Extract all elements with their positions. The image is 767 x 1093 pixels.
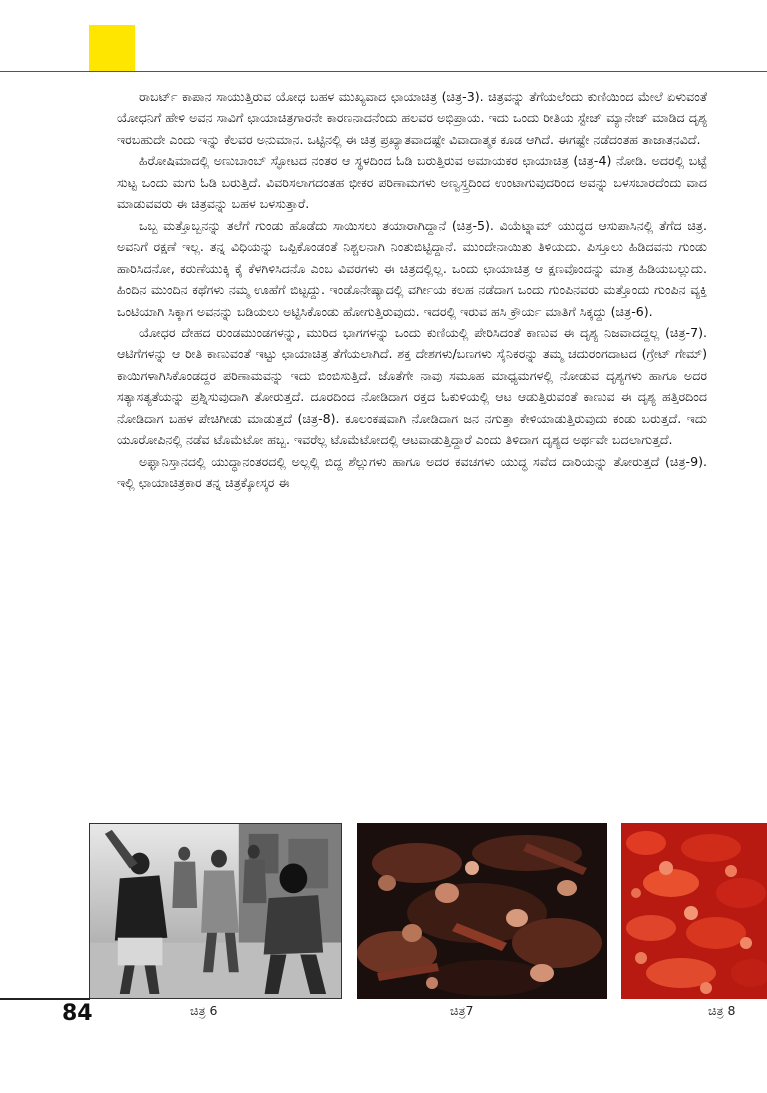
figure-7-caption: ಚಿತ್ರ7 [450, 1003, 474, 1018]
figure-8-caption: ಚಿತ್ರ 8 [708, 1003, 736, 1018]
paragraph-2: ಹಿರೋಷಿಮಾದಲ್ಲಿ ಅಣುಬಾಂಬ್ ಸ್ಫೋಟದ ನಂತರ ಆ ಸ್ಥಳದಿಂದ ಓಡಿ ಬರುತ್ತಿರುವ ಅಮಾಯಕರ ಛಾಯಾಚಿತ್ರ (ಚಿತ್ರ-4) ನೋಡಿ. ಅದರಲ್ಲಿ ಬಟ್ಟೆ ಸುಟ್ಟ ಒಂದು ಮಗು ಓಡಿ ಬರುತ್ತಿದೆ. ವಿವರಿಸಲಾಗದಂತಹ ಭೀಕರ ಪರಿಣಾಮಗಳು ಅಣ್ವಸ್ತ್ರದಿಂದ ಉಂಟಾಗುವುದರಿಂದ ಅವನ್ನು ಬಳಸಬಾರದೆಂದು ವಾದ ಮಾಡುವವರು ಈ ಚಿತ್ರವನ್ನು ಬಹಳ ಬಳಸುತ್ತಾರೆ. [117, 153, 707, 212]
paragraph-3: ಒಬ್ಬ ಮತ್ತೊಬ್ಬನನ್ನು ತಲೆಗೆ ಗುಂಡು ಹೊಡೆದು ಸಾಯಿಸಲು ತಯಾರಾಗಿದ್ದಾನೆ (ಚಿತ್ರ-5). ವಿಯೆಟ್ನಾಮ್ ಯುದ್ಧದ ಆಸುಪಾಸಿನಲ್ಲಿ ತೆಗೆದ ಚಿತ್ರ. ಅವನಿಗೆ ರಕ್ಷಣೆ ಇಲ್ಲ. ತನ್ನ ವಿಧಿಯನ್ನು ಒಪ್ಪಿಕೊಂಡಂತೆ ನಿಶ್ಚಲನಾಗಿ ನಿಂತುಬಿಟ್ಟಿದ್ದಾನೆ. ಮುಂದೇನಾಯಿತು ತಿಳಿಯದು. ಪಿಸ್ತೂಲು ಹಿಡಿದವನು ಗುಂಡು ಹಾರಿಸಿದನೋ, ಕರುಣೆಯುಕ್ಕಿ ಕೈ ಕೆಳಗಿಳಿಸಿದನೊ ಎಂಬ ವಿವರಗಳು ಈ ಚಿತ್ರದಲ್ಲಿಲ್ಲ. ಒಂದು ಛಾಯಾಚಿತ್ರ ಆ ಕ್ಷಣವೊಂದನ್ನು ಮಾತ್ರ ಹಿಡಿಯಬಲ್ಲುದು. ಹಿಂದಿನ ಮುಂದಿನ ಕಥೆಗಳು ನಮ್ಮ ಊಹೆಗೆ ಬಿಟ್ಟದ್ದು. ಇಂಡೊನೇಷ್ಯಾದಲ್ಲಿ ವರ್ಗೀಯ ಕಲಹ ನಡೆದಾಗ ಒಂದು ಗುಂಪಿನವರು ಮತ್ತೊಂದು ಗುಂಪಿನ ವ್ಯಕ್ತಿ ಒಂಟಿಯಾಗಿ ಸಿಕ್ಕಾಗ ಅವನನ್ನು ಬಡಿಯಲು ಅಟ್ಟಿಸಿಕೊಂಡು ಹೋಗುತ್ತಿರುವುದು. ಇದರಲ್ಲಿ ಇರುವ ಹಸಿ ಕ್ರೌರ್ಯ ಮಾತಿಗೆ ಸಿಕ್ಕದ್ದು (ಚಿತ್ರ-6). [117, 217, 707, 319]
figure-6-photo [89, 823, 342, 999]
yellow-corner-tab [89, 25, 135, 72]
figure-8-photo [621, 823, 767, 999]
paragraph-4: ಯೋಧರ ದೇಹದ ರುಂಡಮುಂಡಗಳನ್ನು, ಮುರಿದ ಭಾಗಗಳನ್ನು ಒಂದು ಕುಣಿಯಲ್ಲಿ ಪೇರಿಸಿದಂತೆ ಕಾಣುವ ಈ ದೃಶ್ಯ ನಿಜವಾದದ್ದಲ್ಲ (ಚಿತ್ರ-7). ಆಟಿಗೆಗಳನ್ನು ಆ ರೀತಿ ಕಾಣುವಂತೆ ಇಟ್ಟು ಛಾಯಾಚಿತ್ರ ತೆಗೆಯಲಾಗಿದೆ. ಶಕ್ತ ದೇಶಗಳು/ಬಣಗಳು ಸೈನಿಕರನ್ನು ತಮ್ಮ ಚದುರಂಗದಾಟದ (ಗ್ರೇಟ್ ಗೇಮ್) ಕಾಯಿಗಳಾಗಿಸಿಕೊಂಡದ್ದರ ಪರಿಣಾಮವನ್ನು ಇದು ಬಿಂಬಿಸುತ್ತಿದೆ. ಜೊತೆಗೇ ನಾವು ಸಮೂಹ ಮಾಧ್ಯಮಗಳಲ್ಲಿ ನೋಡುವ ದೃಶ್ಯಗಳು ಹಾಗೂ ಅದರ ಸತ್ಯಾಸತ್ಯತೆಯನ್ನು ಪ್ರಶ್ನಿಸುವುದಾಗಿ ತೋರುತ್ತದೆ. ದೂರದಿಂದ ನೋಡಿದಾಗ ರಕ್ತದ ಓಕುಳಿಯಲ್ಲಿ ಆಟ ಆಡುತ್ತಿರುವಂತೆ ಕಾಣುವ ಈ ದೃಶ್ಯ ಹತ್ತಿರದಿಂದ ನೋಡಿದಾಗ ಬಹಳ ಪೇಚಿಗೀಡು ಮಾಡುತ್ತದೆ (ಚಿತ್ರ-8). ಕೂಲಂಕಷವಾಗಿ ನೋಡಿದಾಗ ಜನ ನಗುತ್ತಾ ಕೇಳಿಯಾಡುತ್ತಿರುವುದು ಕಂಡು ಬರುತ್ತದೆ. ಇದು ಯೂರೋಪಿನಲ್ಲಿ ನಡೆವ ಟೊಮೆಟೋ ಹಬ್ಬ. ಇವರೆಲ್ಲ ಟೊಮೆಟೋದಲ್ಲಿ ಆಟವಾಡುತ್ತಿದ್ದಾರೆ ಎಂದು ತಿಳಿದಾಗ ದೃಶ್ಯದ ಅರ್ಥವೇ ಬದಲಾಗುತ್ತದೆ. [117, 324, 707, 448]
figure-7-photo [357, 823, 607, 999]
paragraph-1: ರಾಬರ್ಟ್ ಕಾಪಾನ ಸಾಯುತ್ತಿರುವ ಯೋಧ ಬಹಳ ಮುಖ್ಯವಾದ ಛಾಯಾಚಿತ್ರ (ಚಿತ್ರ-3). ಚಿತ್ರವನ್ನು ತೆಗೆಯಲೆಂದು ಕುಣಿಯಿಂದ ಮೇಲೆ ಏಳುವಂತೆ ಯೋಧನಿಗೆ ಹೇಳಿ ಅವನ ಸಾವಿಗೆ ಛಾಯಾಚಿತ್ರಗಾರನೇ ಕಾರಣನಾದನೆಂದು ಹಲವರ ಅಭಿಪ್ರಾಯ. ಇದು ಒಂದು ರೀತಿಯ ಸ್ಟೇಜ್ ಮ್ಯಾನೇಜ್ ಮಾಡಿದ ದೃಶ್ಯ ಇರಬಹುದೇ ಎಂದು ಇನ್ನು ಕೆಲವರ ಅನುಮಾನ. ಒಟ್ಟಿನಲ್ಲಿ ಈ ಚಿತ್ರ ಪ್ರಖ್ಯಾತವಾದಷ್ಟೇ ವಿವಾದಾತ್ಮಕ ಕೂಡ ಆಗಿದೆ. ಈಗಷ್ಟೇ ನಡೆದಂತಹ ತಾಜಾತನವಿದೆ. [117, 89, 707, 147]
page-number: 84 [62, 1001, 93, 1026]
article-body [117, 86, 707, 494]
paragraph-5: ಅಫ್ಘಾನಿಸ್ತಾನದಲ್ಲಿ ಯುದ್ಧಾನಂತರದಲ್ಲಿ ಅಲ್ಲಲ್ಲಿ ಬಿದ್ದ ಶೆಲ್ಲುಗಳು ಹಾಗೂ ಅದರ ಕವಚಗಳು ಯುದ್ಧ ಸವೆದ ದಾರಿಯನ್ನು ತೋರುತ್ತದೆ (ಚಿತ್ರ-9). ಇಲ್ಲಿ ಛಾಯಾಚಿತ್ರಕಾರ ತನ್ನ ಚಿತ್ರಕ್ಕೋಸ್ಕರ ಈ [117, 453, 707, 491]
figure-6-caption: ಚಿತ್ರ 6 [190, 1003, 218, 1018]
footer-rule [0, 998, 90, 1000]
header-rule [0, 71, 767, 72]
